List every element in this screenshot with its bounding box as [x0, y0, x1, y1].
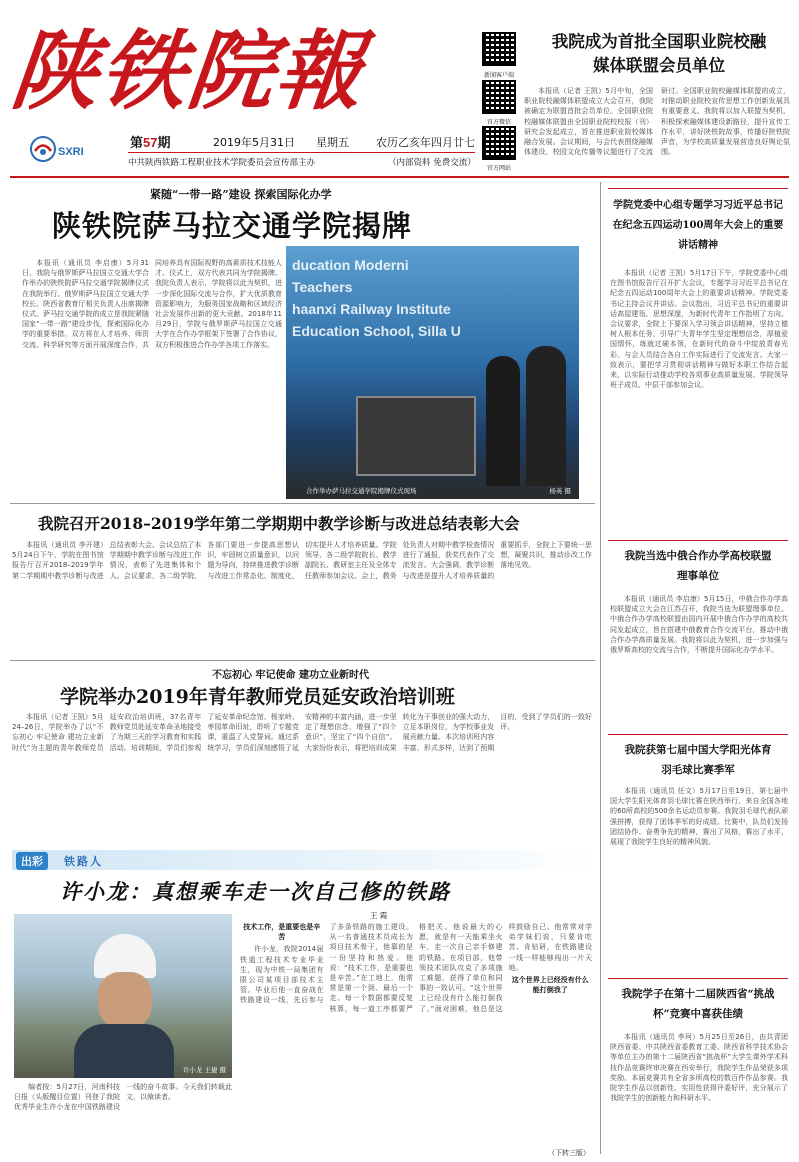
- internal-note: （内部资料 免费交流）: [388, 158, 476, 168]
- story2-title: 我院召开2018–2019学年第二学期期中教学诊断与改进总结表彰大会: [38, 514, 520, 533]
- feature-subhead-1: 技术工作，是重要也是辛苦: [243, 923, 321, 942]
- feature-tag-secondary: 铁路人: [64, 855, 103, 868]
- qr-code-wechat: [482, 80, 516, 114]
- main-photo-credit: 杨英 摄: [549, 487, 571, 495]
- main-story-photo: [286, 246, 579, 499]
- divider-1: [10, 503, 595, 504]
- feature-subhead-2: 这个世界上已经没有什么能打倒我了: [511, 976, 589, 995]
- story3-text: 本报讯（记者 王凯）5月24–26日，学院举办了以“不忘初心 牢记使命 建功立业新时代”为主题的青年教师党员延安政治培训班，37名青年教师党员赴延安革命圣地接受了为期三天的学习教育和实践活动。培训期间，学员们参观了延安革命纪念馆、杨家岭、枣园革命旧址，聆听了专题党课，重温了入党誓词。通过系统学习，学员们深刻感悟了延安精神的丰富内涵，进一步坚定了理想信念，增强了“四个意识”，坚定了“四个自信”。大家纷纷表示，将把培训成果转化为干事创业的强大动力，立足本职岗位，为学校事业发展贡献力量。本次培训班内容丰富、形式多样，达到了预期目的，受到了学员们的一致好评。: [12, 713, 592, 752]
- school-logo: [30, 136, 56, 162]
- sidebar-2-text: 本报讯（通讯员 李启康）5月15日，中俄合作办学高校联盟成立大会在江苏召开，我院当选为联盟理事单位。中俄合作办学高校联盟由国内开展中俄合作办学的高校共同发起成立，旨在搭建中俄教育合作交流平台，推动中俄合作办学高质量发展。我院将以此为契机，进一步加强与俄罗斯高校的交流与合作，不断提升国际化办学水平。: [610, 595, 788, 655]
- main-story-kicker: 紧随“一带一路”建设 探索国际化办学: [150, 188, 332, 201]
- sidebar-4-title: 我院学子在第十二届陕西省“挑战杯”竞赛中喜获佳绩: [621, 988, 775, 1020]
- qr-code-web: [482, 126, 516, 160]
- sidebar-3-text: 本报讯（通讯员 任文）5月17日至19日，第七届中国大学生阳光体育羽毛球比赛在陕西举行，来自全国各地的60所高校的500余名运动员参赛。我院羽毛球代表队顽强拼搏，获得了团体季军的好成绩。比赛中，队员们发扬团结协作、奋勇争先的精神，赛出了风格，赛出了水平，展现了我院学生良好的精神风貌。: [610, 787, 788, 847]
- sidebar-3-title: 我院获第七届中国大学阳光体育羽毛球比赛季军: [624, 744, 772, 776]
- feature-tag: [12, 850, 597, 870]
- story3-kicker: 不忘初心 牢记使命 建功立业新时代: [212, 670, 369, 681]
- sidebar-1-title: 学院党委中心组专题学习习近平总书记在纪念五四运动100周年大会上的重要讲话精神: [612, 200, 784, 251]
- sidebar-divider: [600, 182, 601, 1154]
- story2-text: 本报讯（通讯员 李开建）5月24日下午，学院在图书馆报告厅召开2018–2019学年第二学期期中教学诊断与改进总结表彰大会。会议总结了本学期期中教学诊断与改进工作情况，表彰了先进集体和个人。会议要求，各二级学院、各部门要进一步提高思想认识，牢固树立质量意识，以问题为导向，持续推进教学诊断与改进工作常态化、制度化，切实提升人才培养质量。学院领导、各二级学院院长、教学副院长、教研室主任及全体专任教师参加会议。会上，教务处负责人对期中教学检查情况进行了通报，获奖代表作了交流发言。大会强调，教学诊断与改进是提升人才培养质量的重要抓手，全院上下要统一思想，凝聚共识，推动诊改工作落地见效。: [12, 541, 592, 580]
- top-story-title: 我院成为首批全国职业院校融媒体联盟会员单位: [551, 32, 767, 75]
- sidebar-2-title: 我院当选中俄合作办学高校联盟理事单位: [624, 550, 772, 582]
- feature-text: 技术工作，是重要也是辛苦 许小龙，我院2014届铁道工程技术专业毕业生，现为中铁一局集团有限公司某项目部技术主管。毕业后他一直奋战在铁路建设一线，先后参与了多条铁路的施工建设。从一名普通技术员成长为项目技术骨干，他靠的是一份坚持和热爱。他说：“技术工作，是重要也是辛苦。”在工地上，他常常是第一个到、最后一个走。每一个数据都要反复核算，每一道工序都要严格把关。他说最大的心愿，就是有一天能乘坐火车，走一次自己亲手修建的铁路。在项目部，他带领技术团队攻克了多项施工难题，获得了单位和同事的一致认可。“这个世界上已经没有什么能打倒我了。”面对困难，他总是这样鼓励自己。他常常对学弟学妹们说，只要肯吃苦、肯钻研，在铁路建设一线一样能够闯出一片天地。 这个世界上已经没有什么能打倒我了: [240, 923, 592, 1013]
- sidebar-1-text: 本报讯（记者 王凯）5月17日下午，学院党委中心组在图书馆报告厅召开扩大会议，专题学习习近平总书记在纪念五四运动100周年大会上的重要讲话精神。学院党委书记主持会议并讲话。会议指出，习近平总书记的重要讲话高屋建瓴、思想深邃，为新时代青年工作指明了方向。会议要求，全院上下要深入学习领会讲话精神，坚持立德树人根本任务，引导广大青年学生坚定理想信念，厚植爱国情怀，练就过硬本领，在新时代的奋斗中绽放青春光彩。与会人员结合各自工作实际进行了交流发言。大家一致表示，要把学习贯彻讲话精神与做好本职工作结合起来，以实际行动推动学校各项事业高质量发展。学院领导班子成员、中层干部参加会议。: [610, 269, 788, 390]
- feature-author: 王 霞: [370, 911, 388, 920]
- publisher-line: 中共陕西铁路工程职业技术学院委员会宣传部主办: [128, 158, 316, 168]
- qr-label-web: 官方网站: [486, 165, 511, 172]
- sidebar-rule-4: [608, 978, 788, 979]
- masthead-rule: [128, 152, 475, 153]
- header-bottom-rule: [10, 176, 789, 178]
- sidebar-rule-2: [608, 540, 788, 541]
- issue-lunar: 农历乙亥年四月廿七: [376, 136, 475, 149]
- sidebar-rule-1: [608, 188, 788, 189]
- feature-photo: [14, 914, 232, 1078]
- feature-photo-credit: 许小龙 王捷 摄: [182, 1066, 226, 1074]
- photo-backdrop-sign: ducation Moderni Teachers haanxi Railway Institute Education School, Silla U: [292, 257, 461, 339]
- logo-text: SXRI: [58, 146, 84, 158]
- feature-continued: （下转三版）: [548, 1149, 590, 1157]
- issue-number: 第57期: [130, 135, 171, 150]
- feature-editor-note: 编者按：5月27日，河南科技日报（头版醒目位置）刊登了我院优秀毕业生许小龙在中国铁路建设一线的奋斗故事。今天我们转载此文，以飨读者。: [14, 1083, 232, 1112]
- issue-date: 2019年5月31日: [213, 136, 295, 149]
- main-story-text: 本报讯（通讯员 李启康）5月31日，我院与俄罗斯萨马拉国立交通大学合作举办的陕铁院萨马拉交通学院揭牌仪式在我院举行。俄罗斯萨马拉国立交通大学校长、陕西省教育厅相关负责人出席揭牌仪式。萨马拉交通学院的成立是我院紧随国家“一带一路”建设步伐，探索国际化办学的重要举措。双方将在人才培养、师资交流、科学研究等方面开展深度合作，共同培养具有国际视野的高素质技术技能人才。仪式上，双方代表共同为学院揭牌。我院负责人表示，学院将以此为契机，进一步深化国际交流与合作，扩大优质教育资源影响力，为服务国家战略和区域经济社会发展作出新的更大贡献。2018年11月29日，学院与俄罗斯萨马拉国立交通大学在合作办学框架下签署了合作协议，双方积极推进合作办学各项工作落实。: [22, 259, 282, 349]
- qr-label-app: 新闻客户端: [483, 72, 514, 79]
- divider-2: [10, 660, 595, 661]
- masthead-title: 陕铁院報: [6, 21, 370, 122]
- main-story-title: 陕铁院萨马拉交通学院揭牌: [52, 209, 413, 243]
- qr-label-wechat: 官方微信: [486, 119, 511, 126]
- sidebar-4-text: 本报讯（通讯员 李珂）5月25日至26日，由共青团陕西省委、中共陕西省委教育工委、陕西省科学技术协会等单位主办的第十二届陕西省“挑战杯”大学生课外学术科技作品竞赛终审决赛在西安举行，我院学生作品荣获多项奖励。本届竞赛共有全省多所高校的数百件作品参赛。我院学生作品以创新性、实用性获得评委好评，充分展示了我院学生的创新能力和科研水平。: [610, 1033, 788, 1103]
- qr-code-app: [482, 32, 516, 66]
- main-photo-caption: 合作举办萨马拉交通学院揭牌仪式现场: [306, 487, 417, 495]
- feature-tag-primary: 出彩: [16, 852, 48, 870]
- feature-title: 许小龙：真想乘车走一次自己修的铁路: [60, 879, 451, 904]
- story3-title: 学院举办2019年青年教师党员延安政治培训班: [60, 686, 455, 708]
- issue-weekday: 星期五: [316, 136, 349, 149]
- sidebar-rule-3: [608, 734, 788, 735]
- top-story-text: 本报讯（记者 王凯）5月中旬，全国职业院校融媒体联盟成立大会召开，我院被确定为联盟首批会员单位。全国职业院校融媒体联盟由全国职业院校校报（刊）研究会发起成立，旨在推进职业院校媒体融合发展。会议期间，与会代表围绕融媒体建设、校园文化传播等议题进行了交流研讨。全国职业院校融媒体联盟的成立，对推动职业院校宣传思想工作创新发展具有重要意义。我院将以加入联盟为契机，积极探索融媒体建设新路径，提升宣传工作水平，讲好陕铁院故事，传播好陕铁院声音，为学校高质量发展营造良好舆论氛围。: [524, 87, 790, 157]
